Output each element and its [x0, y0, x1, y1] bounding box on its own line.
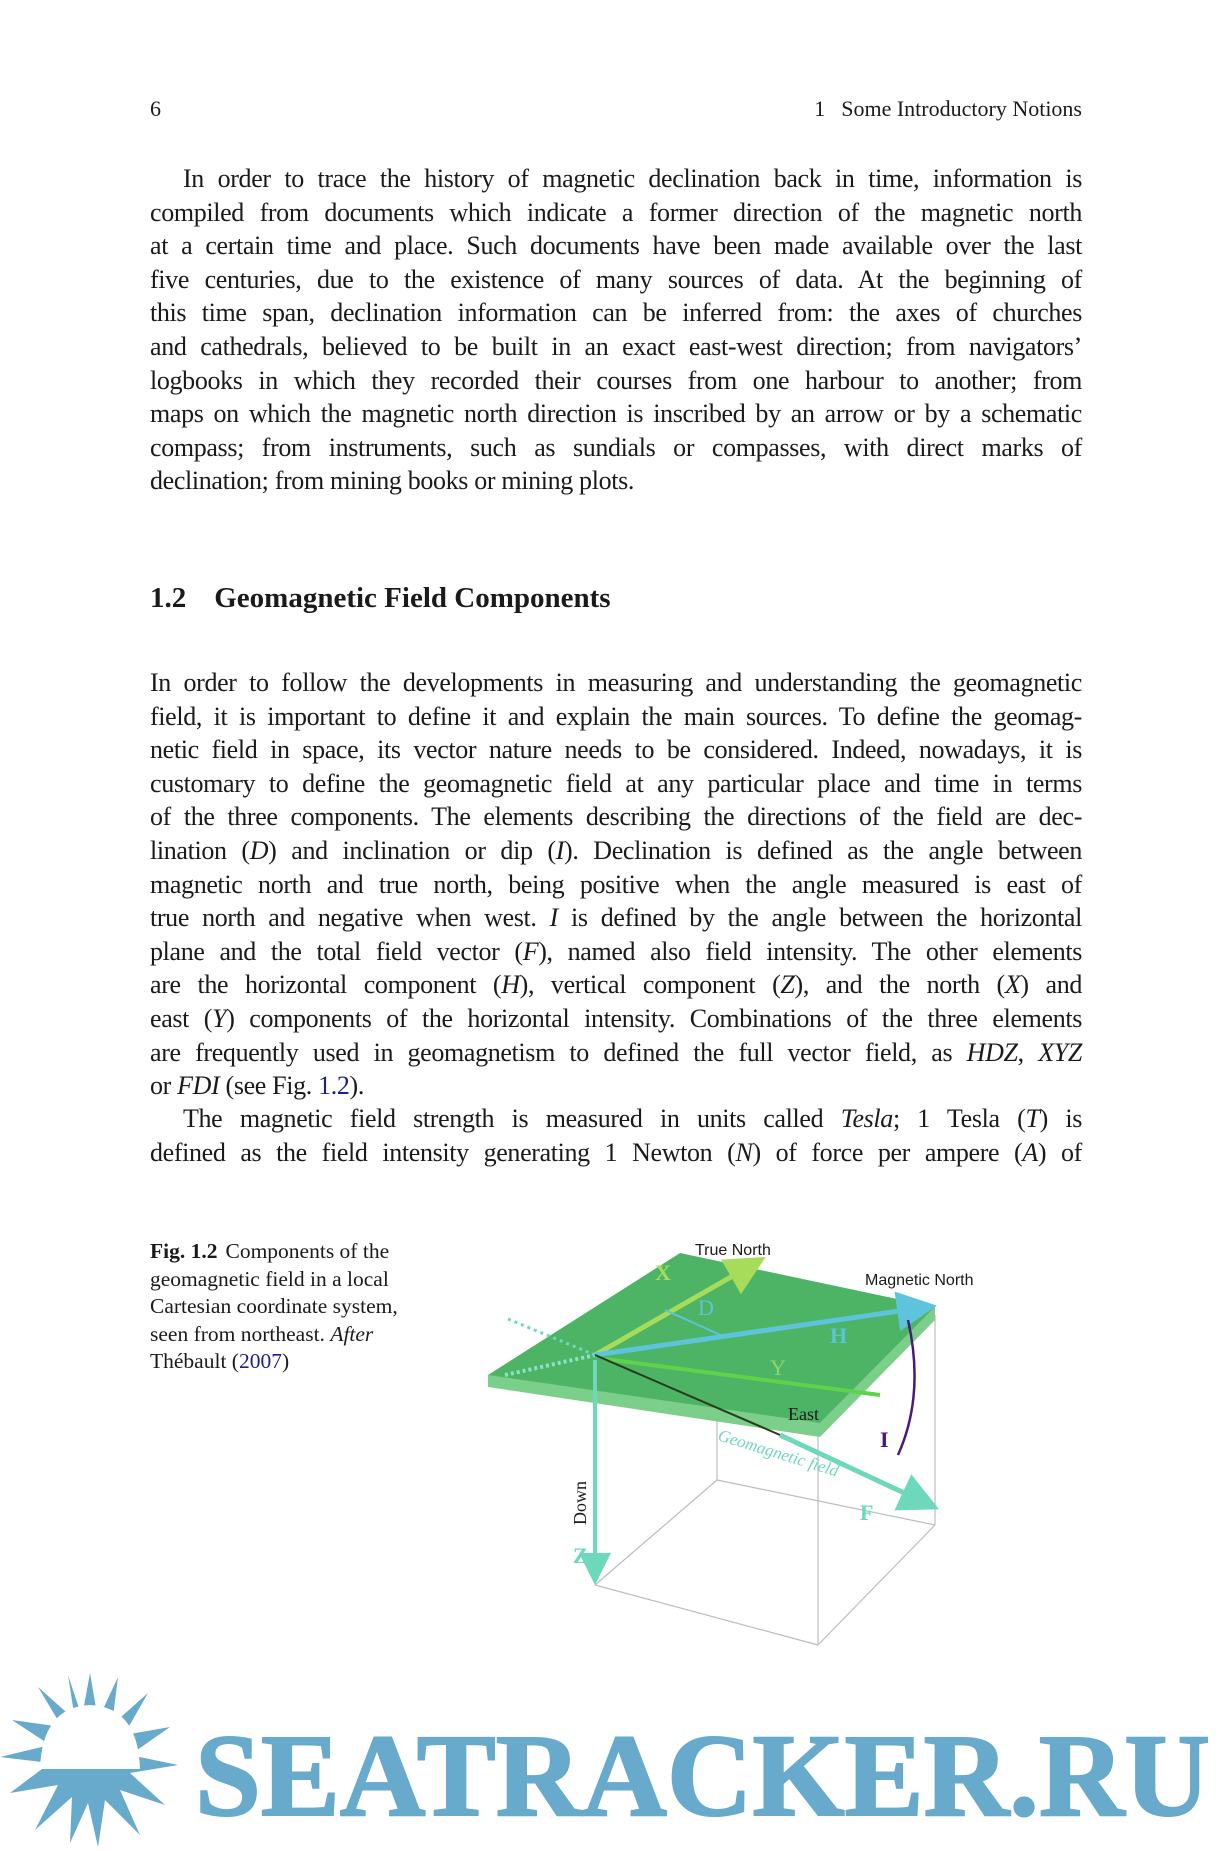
label-down: Down — [570, 1481, 590, 1525]
text: ), vertical component ( — [519, 970, 781, 1000]
section-number: 1.2 — [150, 582, 187, 614]
text-line — [150, 1069, 1082, 1103]
text-line: compass; from instruments, such as sundials or compasses, with direct marks of — [150, 432, 1082, 462]
seatracker-watermark — [0, 1665, 1221, 1851]
figure-caption — [150, 1238, 440, 1376]
math-symbol: I — [555, 835, 565, 865]
paragraph-declination-history — [150, 162, 1082, 498]
text: ) is — [1039, 1104, 1082, 1133]
text: The magnetic field strength is measured in units called — [183, 1104, 841, 1133]
math-symbol: X — [1004, 970, 1021, 1000]
text-line — [150, 935, 1082, 969]
math-symbol: T — [1025, 1104, 1040, 1133]
citation-year-link[interactable]: 2007 — [238, 1349, 282, 1373]
math-symbol: Tesla — [840, 1104, 893, 1133]
label-i: I — [880, 1427, 889, 1452]
running-head — [814, 96, 1082, 122]
page-number: 6 — [150, 96, 161, 121]
text: , — [1017, 1037, 1039, 1067]
text-line — [150, 834, 1082, 868]
label-x: X — [655, 1260, 671, 1285]
text-line: In order to trace the history of magnetic declination back in time, information is — [183, 164, 1082, 193]
page-header — [150, 96, 1082, 126]
text: east ( — [150, 1003, 213, 1033]
text: (see Fig. — [219, 1071, 319, 1101]
caption-author: Thébault ( — [150, 1349, 239, 1373]
text: ). — [349, 1071, 365, 1101]
text: is defined by the angle between the horizontal — [557, 903, 1082, 933]
math-symbol: N — [735, 1137, 753, 1167]
text-line — [150, 901, 1082, 935]
sun-logo-icon — [0, 1673, 178, 1847]
text-line: netic field in space, its vector nature needs to be considered. Indeed, nowadays, it is — [150, 735, 1082, 765]
text-line: of the three components. The elements describing the directions of the field are dec- — [150, 802, 1082, 832]
text-line: five centuries, due to the existence of many sources of data. At the beginning of — [150, 264, 1082, 294]
label-z: Z — [573, 1543, 588, 1568]
math-symbol: FDI — [177, 1071, 220, 1101]
text: or — [150, 1071, 178, 1101]
text: ). Declination is defined as the angle between — [564, 835, 1083, 865]
math-symbol: A — [1022, 1137, 1038, 1167]
math-symbol: F — [522, 936, 539, 966]
label-y: Y — [770, 1355, 786, 1380]
figure-label: Fig. 1.2 — [150, 1239, 218, 1263]
text: ), and the north ( — [794, 970, 1005, 1000]
label-geomagnetic-field: Geomagnetic field — [715, 1425, 842, 1481]
text-line — [150, 1102, 1082, 1136]
watermark-text: SEATRACKER.RU — [195, 1710, 1210, 1841]
math-symbol: Y — [212, 1003, 227, 1033]
text-line: this time span, declination information can be inferred from: the axes of churches — [150, 298, 1082, 328]
geomagnetic-components-diagram — [480, 1225, 1100, 1665]
chapter-number: 1 — [814, 96, 826, 121]
math-symbol: H — [501, 970, 520, 1000]
paragraph-tesla-units — [150, 1102, 1082, 1169]
text-line: logbooks in which they recorded their courses from one harbour to another; from — [150, 365, 1082, 395]
text: ) and — [1020, 970, 1082, 1000]
caption-close: ) — [281, 1349, 290, 1373]
paragraph-field-components — [150, 666, 1082, 1103]
label-true-north: True North — [695, 1242, 771, 1259]
section-title: Geomagnetic Field Components — [214, 582, 611, 614]
text-line: customary to define the geomagnetic field at any particular place and time in terms — [150, 768, 1082, 798]
text-line — [150, 1036, 1082, 1070]
caption-after: After — [330, 1321, 374, 1346]
math-symbol: D — [249, 835, 269, 865]
chapter-title: Some Introductory Notions — [841, 96, 1082, 121]
label-east: East — [788, 1404, 819, 1424]
text-line: compiled from documents which indicate a former direction of the magnetic north — [150, 197, 1082, 227]
text: defined as the field intensity generating 1 Newton ( — [150, 1137, 736, 1167]
text-line: In order to follow the developments in measuring and understanding the geomagnetic — [150, 668, 1082, 697]
label-f: F — [860, 1500, 874, 1525]
text: plane and the total field vector ( — [150, 936, 523, 966]
text-line — [150, 1002, 1082, 1036]
text-line: magnetic north and true north, being positive when the angle measured is east of — [150, 869, 1082, 899]
text-line: and cathedrals, believed to be built in an exact east-west direction; from navigators’ — [150, 331, 1082, 361]
text: lination ( — [150, 835, 250, 865]
caption-text: Components of the geomagnetic field in a local Cartesian coordinate system, seen from northeast. — [150, 1239, 398, 1346]
text: ; 1 Tesla ( — [892, 1104, 1026, 1133]
text-line — [150, 1136, 1082, 1170]
text-line: at a certain time and place. Such documents have been made available over the last — [150, 231, 1082, 261]
text: ) of — [1037, 1137, 1082, 1167]
math-symbol: I — [549, 903, 558, 933]
math-symbol: XYZ — [1038, 1037, 1082, 1067]
label-h: H — [830, 1323, 848, 1348]
math-symbol: Z — [780, 970, 795, 1000]
text-line: maps on which the magnetic north direction is inscribed by an arrow or by a schematic — [150, 399, 1082, 429]
figure-reference-link[interactable]: 1.2 — [318, 1071, 350, 1101]
text-line — [150, 968, 1082, 1002]
text-line: field, it is important to define it and explain the main sources. To define the geomag- — [150, 701, 1082, 731]
label-d: D — [698, 1295, 714, 1320]
text: true north and negative when west. — [150, 903, 550, 933]
label-magnetic-north: Magnetic North — [865, 1272, 974, 1289]
text: are the horizontal component ( — [150, 970, 502, 1000]
math-symbol: HDZ — [966, 1037, 1018, 1067]
text: ) components of the horizontal intensity. Combinations of the three elements — [226, 1003, 1083, 1033]
text: are frequently used in geomagnetism to defined the full vector field, as — [150, 1037, 967, 1067]
text: ) of force per ampere ( — [752, 1137, 1023, 1167]
text: ) and inclination or dip ( — [268, 835, 556, 865]
section-heading — [150, 582, 611, 615]
text: ), named also field intensity. The other elements — [538, 936, 1082, 966]
text-line: declination; from mining books or mining plots. — [150, 466, 635, 496]
